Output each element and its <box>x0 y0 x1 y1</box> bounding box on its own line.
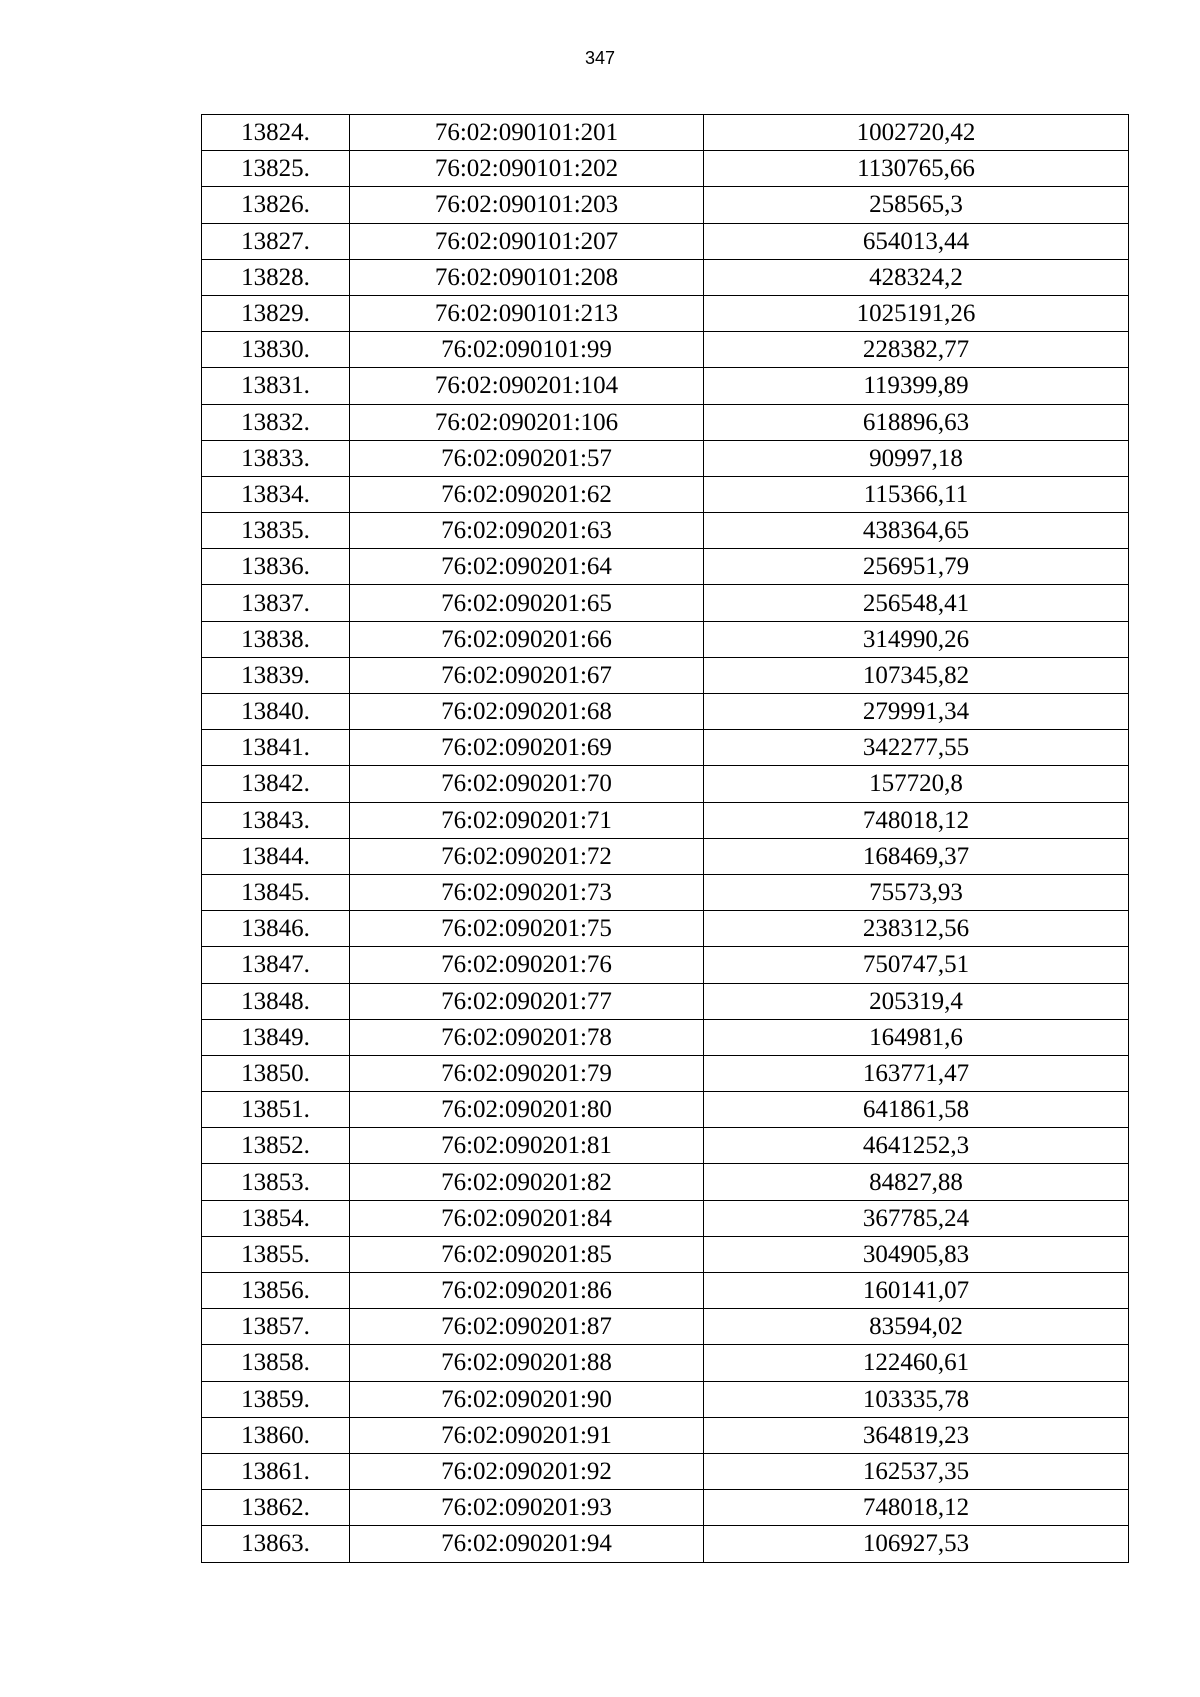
row-number-cell: 13840. <box>202 694 350 730</box>
cadastral-number-cell: 76:02:090201:78 <box>350 1019 704 1055</box>
row-number-cell: 13848. <box>202 983 350 1019</box>
table-row <box>202 1453 1129 1489</box>
table-row <box>202 151 1129 187</box>
cadastral-value-cell: 164981,6 <box>704 1019 1129 1055</box>
table-row <box>202 947 1129 983</box>
cadastral-value-cell: 90997,18 <box>704 440 1129 476</box>
cadastral-value-table <box>201 114 1129 1563</box>
row-number-cell: 13858. <box>202 1345 350 1381</box>
cadastral-value-cell: 641861,58 <box>704 1092 1129 1128</box>
table-row <box>202 440 1129 476</box>
row-number-cell: 13835. <box>202 513 350 549</box>
cadastral-value-cell: 748018,12 <box>704 802 1129 838</box>
cadastral-value-cell: 83594,02 <box>704 1309 1129 1345</box>
row-number-cell: 13841. <box>202 730 350 766</box>
cadastral-value-cell: 1025191,26 <box>704 295 1129 331</box>
table-row <box>202 332 1129 368</box>
table-row <box>202 657 1129 693</box>
table-row <box>202 983 1129 1019</box>
cadastral-number-cell: 76:02:090201:86 <box>350 1273 704 1309</box>
cadastral-value-cell: 162537,35 <box>704 1453 1129 1489</box>
row-number-cell: 13853. <box>202 1164 350 1200</box>
row-number-cell: 13825. <box>202 151 350 187</box>
cadastral-number-cell: 76:02:090201:94 <box>350 1526 704 1562</box>
row-number-cell: 13829. <box>202 295 350 331</box>
row-number-cell: 13847. <box>202 947 350 983</box>
cadastral-number-cell: 76:02:090201:65 <box>350 585 704 621</box>
table-row <box>202 1417 1129 1453</box>
table-row <box>202 802 1129 838</box>
table-row <box>202 1019 1129 1055</box>
cadastral-value-cell: 750747,51 <box>704 947 1129 983</box>
table-row <box>202 911 1129 947</box>
cadastral-value-cell: 119399,89 <box>704 368 1129 404</box>
cadastral-number-cell: 76:02:090101:202 <box>350 151 704 187</box>
row-number-cell: 13830. <box>202 332 350 368</box>
cadastral-number-cell: 76:02:090101:201 <box>350 115 704 151</box>
table-row <box>202 1273 1129 1309</box>
table-row <box>202 766 1129 802</box>
cadastral-number-cell: 76:02:090201:63 <box>350 513 704 549</box>
table-row <box>202 838 1129 874</box>
cadastral-number-cell: 76:02:090201:93 <box>350 1490 704 1526</box>
cadastral-value-cell: 342277,55 <box>704 730 1129 766</box>
row-number-cell: 13843. <box>202 802 350 838</box>
row-number-cell: 13837. <box>202 585 350 621</box>
cadastral-number-cell: 76:02:090201:77 <box>350 983 704 1019</box>
cadastral-value-cell: 364819,23 <box>704 1417 1129 1453</box>
row-number-cell: 13826. <box>202 187 350 223</box>
cadastral-number-cell: 76:02:090201:80 <box>350 1092 704 1128</box>
cadastral-value-cell: 205319,4 <box>704 983 1129 1019</box>
cadastral-value-cell: 314990,26 <box>704 621 1129 657</box>
cadastral-number-cell: 76:02:090101:207 <box>350 223 704 259</box>
row-number-cell: 13844. <box>202 838 350 874</box>
cadastral-number-cell: 76:02:090201:82 <box>350 1164 704 1200</box>
cadastral-number-cell: 76:02:090201:62 <box>350 476 704 512</box>
cadastral-number-cell: 76:02:090201:79 <box>350 1055 704 1091</box>
table-row <box>202 549 1129 585</box>
table-row <box>202 1092 1129 1128</box>
cadastral-value-cell: 238312,56 <box>704 911 1129 947</box>
cadastral-value-cell: 258565,3 <box>704 187 1129 223</box>
row-number-cell: 13860. <box>202 1417 350 1453</box>
cadastral-value-cell: 107345,82 <box>704 657 1129 693</box>
table-row <box>202 621 1129 657</box>
cadastral-number-cell: 76:02:090101:213 <box>350 295 704 331</box>
row-number-cell: 13832. <box>202 404 350 440</box>
table-row <box>202 1128 1129 1164</box>
cadastral-number-cell: 76:02:090101:99 <box>350 332 704 368</box>
cadastral-value-cell: 256548,41 <box>704 585 1129 621</box>
table-row <box>202 1526 1129 1562</box>
cadastral-value-cell: 618896,63 <box>704 404 1129 440</box>
cadastral-number-cell: 76:02:090101:203 <box>350 187 704 223</box>
table-row <box>202 1309 1129 1345</box>
cadastral-value-cell: 1130765,66 <box>704 151 1129 187</box>
cadastral-number-cell: 76:02:090201:64 <box>350 549 704 585</box>
cadastral-value-cell: 75573,93 <box>704 874 1129 910</box>
row-number-cell: 13856. <box>202 1273 350 1309</box>
cadastral-value-cell: 304905,83 <box>704 1236 1129 1272</box>
cadastral-value-cell: 228382,77 <box>704 332 1129 368</box>
row-number-cell: 13862. <box>202 1490 350 1526</box>
table-row <box>202 476 1129 512</box>
row-number-cell: 13828. <box>202 259 350 295</box>
table-row <box>202 295 1129 331</box>
table-body <box>202 115 1129 1563</box>
table-row <box>202 1055 1129 1091</box>
cadastral-value-cell: 748018,12 <box>704 1490 1129 1526</box>
row-number-cell: 13839. <box>202 657 350 693</box>
table-row <box>202 115 1129 151</box>
cadastral-value-cell: 367785,24 <box>704 1200 1129 1236</box>
row-number-cell: 13859. <box>202 1381 350 1417</box>
cadastral-number-cell: 76:02:090201:73 <box>350 874 704 910</box>
cadastral-number-cell: 76:02:090201:90 <box>350 1381 704 1417</box>
row-number-cell: 13834. <box>202 476 350 512</box>
table-row <box>202 1236 1129 1272</box>
cadastral-value-cell: 122460,61 <box>704 1345 1129 1381</box>
cadastral-number-cell: 76:02:090201:76 <box>350 947 704 983</box>
cadastral-number-cell: 76:02:090201:57 <box>350 440 704 476</box>
cadastral-number-cell: 76:02:090201:72 <box>350 838 704 874</box>
row-number-cell: 13846. <box>202 911 350 947</box>
cadastral-value-cell: 279991,34 <box>704 694 1129 730</box>
cadastral-number-cell: 76:02:090201:92 <box>350 1453 704 1489</box>
table-row <box>202 368 1129 404</box>
row-number-cell: 13833. <box>202 440 350 476</box>
cadastral-number-cell: 76:02:090201:66 <box>350 621 704 657</box>
cadastral-value-cell: 4641252,3 <box>704 1128 1129 1164</box>
row-number-cell: 13861. <box>202 1453 350 1489</box>
cadastral-number-cell: 76:02:090201:91 <box>350 1417 704 1453</box>
row-number-cell: 13854. <box>202 1200 350 1236</box>
table-row <box>202 1164 1129 1200</box>
table-row <box>202 1200 1129 1236</box>
table-row <box>202 259 1129 295</box>
row-number-cell: 13827. <box>202 223 350 259</box>
cadastral-number-cell: 76:02:090201:88 <box>350 1345 704 1381</box>
table-row <box>202 223 1129 259</box>
cadastral-value-cell: 103335,78 <box>704 1381 1129 1417</box>
table-row <box>202 1490 1129 1526</box>
row-number-cell: 13857. <box>202 1309 350 1345</box>
row-number-cell: 13850. <box>202 1055 350 1091</box>
cadastral-value-cell: 106927,53 <box>704 1526 1129 1562</box>
cadastral-value-cell: 428324,2 <box>704 259 1129 295</box>
cadastral-number-cell: 76:02:090201:81 <box>350 1128 704 1164</box>
cadastral-number-cell: 76:02:090201:85 <box>350 1236 704 1272</box>
row-number-cell: 13863. <box>202 1526 350 1562</box>
table-row <box>202 404 1129 440</box>
cadastral-value-cell: 157720,8 <box>704 766 1129 802</box>
row-number-cell: 13851. <box>202 1092 350 1128</box>
table-row <box>202 585 1129 621</box>
row-number-cell: 13849. <box>202 1019 350 1055</box>
table-row <box>202 187 1129 223</box>
cadastral-number-cell: 76:02:090201:104 <box>350 368 704 404</box>
table-row <box>202 694 1129 730</box>
table-row <box>202 874 1129 910</box>
cadastral-number-cell: 76:02:090201:106 <box>350 404 704 440</box>
cadastral-value-cell: 168469,37 <box>704 838 1129 874</box>
row-number-cell: 13852. <box>202 1128 350 1164</box>
row-number-cell: 13838. <box>202 621 350 657</box>
table-row <box>202 730 1129 766</box>
table-row <box>202 1381 1129 1417</box>
cadastral-value-cell: 115366,11 <box>704 476 1129 512</box>
cadastral-value-cell: 256951,79 <box>704 549 1129 585</box>
cadastral-number-cell: 76:02:090201:70 <box>350 766 704 802</box>
row-number-cell: 13845. <box>202 874 350 910</box>
cadastral-number-cell: 76:02:090201:87 <box>350 1309 704 1345</box>
cadastral-value-cell: 1002720,42 <box>704 115 1129 151</box>
row-number-cell: 13831. <box>202 368 350 404</box>
cadastral-number-cell: 76:02:090201:68 <box>350 694 704 730</box>
cadastral-number-cell: 76:02:090201:75 <box>350 911 704 947</box>
cadastral-number-cell: 76:02:090201:69 <box>350 730 704 766</box>
row-number-cell: 13842. <box>202 766 350 802</box>
row-number-cell: 13836. <box>202 549 350 585</box>
cadastral-number-cell: 76:02:090101:208 <box>350 259 704 295</box>
cadastral-value-cell: 84827,88 <box>704 1164 1129 1200</box>
cadastral-value-cell: 654013,44 <box>704 223 1129 259</box>
row-number-cell: 13824. <box>202 115 350 151</box>
cadastral-value-cell: 163771,47 <box>704 1055 1129 1091</box>
cadastral-number-cell: 76:02:090201:67 <box>350 657 704 693</box>
cadastral-value-cell: 160141,07 <box>704 1273 1129 1309</box>
row-number-cell: 13855. <box>202 1236 350 1272</box>
cadastral-number-cell: 76:02:090201:71 <box>350 802 704 838</box>
table-row <box>202 513 1129 549</box>
cadastral-value-cell: 438364,65 <box>704 513 1129 549</box>
cadastral-number-cell: 76:02:090201:84 <box>350 1200 704 1236</box>
page-number: 347 <box>584 48 616 68</box>
table-row <box>202 1345 1129 1381</box>
